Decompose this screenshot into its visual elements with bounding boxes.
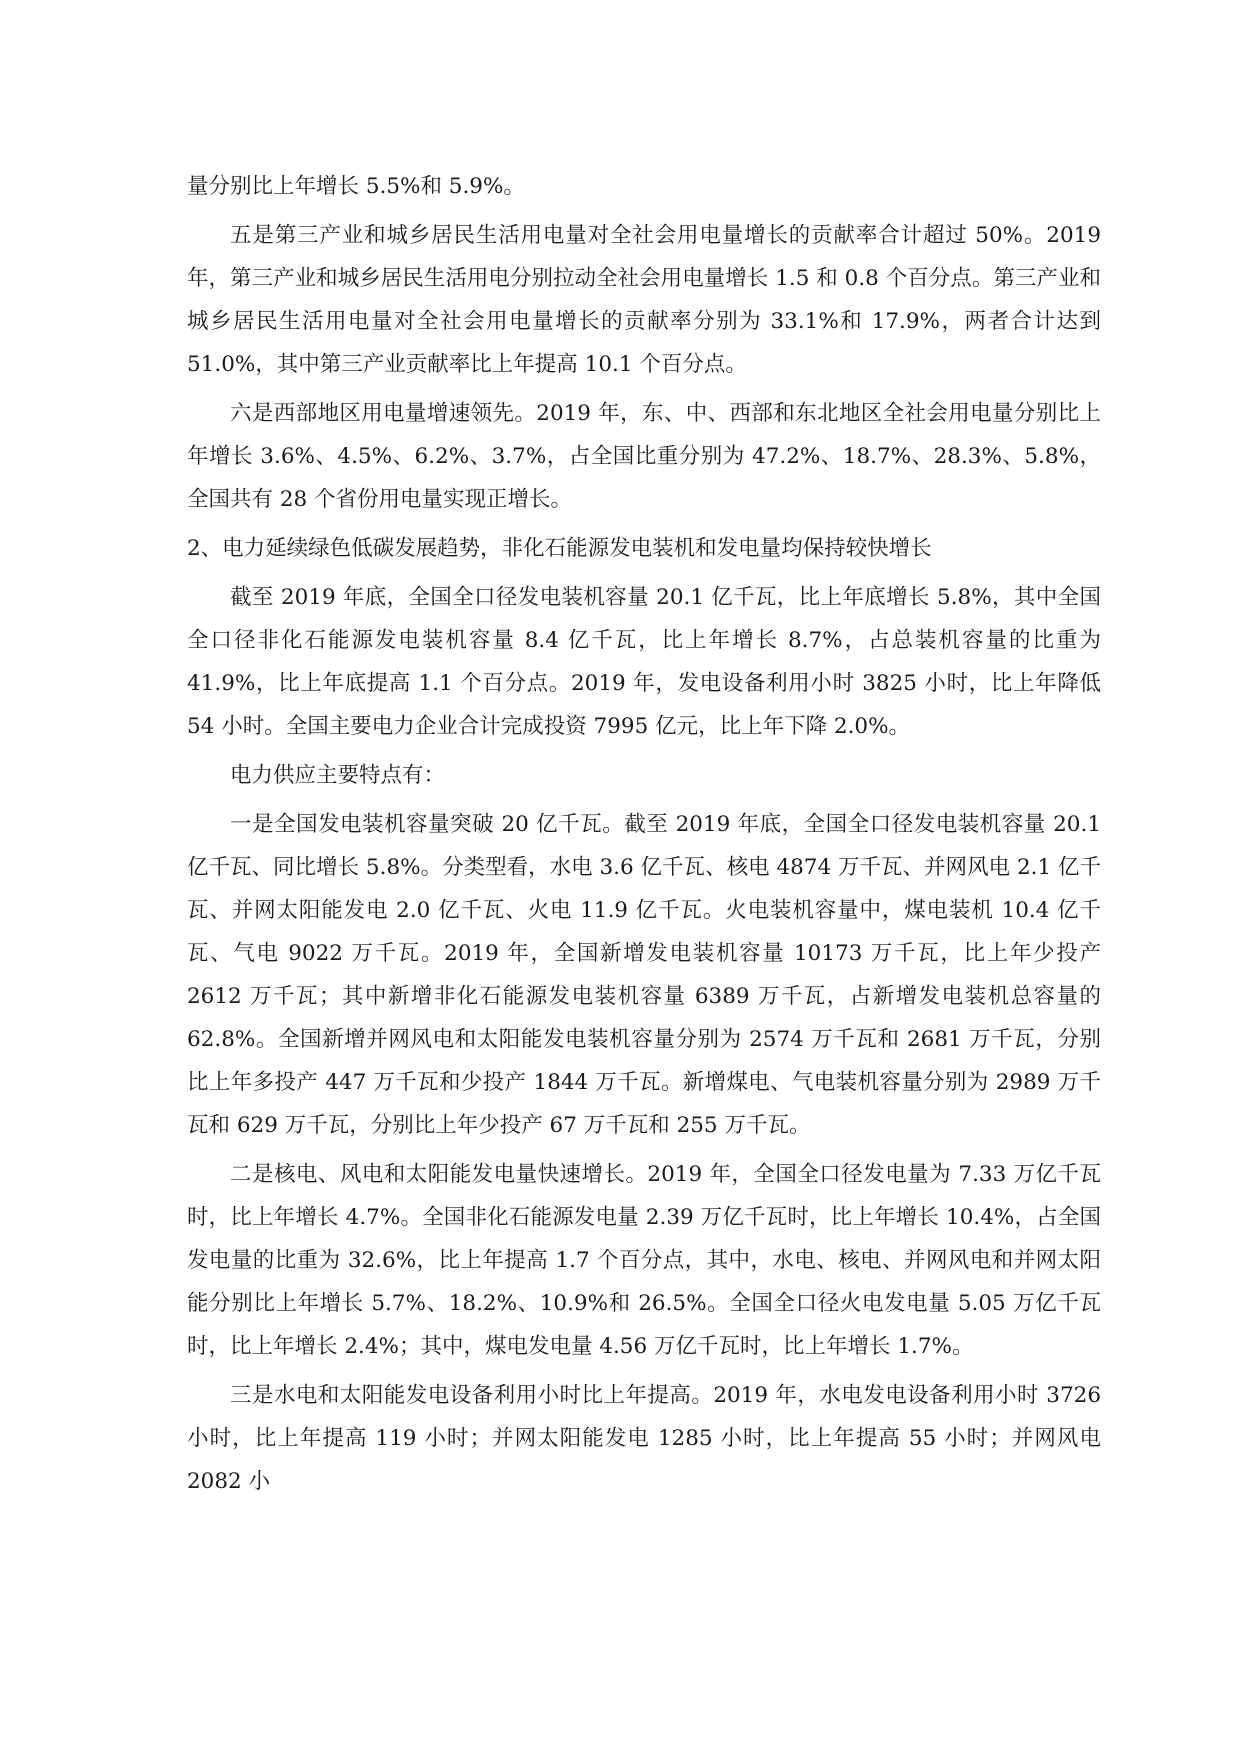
paragraph-generation-growth: 二是核电、风电和太阳能发电量快速增长。2019 年，全国全口径发电量为 7.33 万亿千瓦时，比上年增长 4.7%。全国非化石能源发电量 2.39 万亿千瓦时，比上年增长 10.4%，占全国发电量的比重为 32.6%，比上年提高 1.7 个百分点，其中，水电、核电、并网风电和并网太阳能分别比上年增长 5.7%、18.2%、10.9%和 26.5%。全国全口径火电发电量 5.05 万亿千瓦时，比上年增长 2.4%；其中，煤电发电量 4.56 万亿千瓦时，比上年增长 1.7%。 xyxy=(187,1162,1101,1359)
paragraph-utilization-hours: 三是水电和太阳能发电设备利用小时比上年提高。2019 年，水电发电设备利用小时 3726 小时，比上年提高 119 小时；并网太阳能发电 1285 小时，比上年提高 55 小时；并网风电 2082 小 xyxy=(187,1383,1101,1494)
paragraph-capacity-breakthrough: 一是全国发电装机容量突破 20 亿千瓦。截至 2019 年底，全国全口径发电装机容量 20.1 亿千瓦、同比增长 5.8%。分类型看，水电 3.6 亿千瓦、核电 4874 万千瓦、并网风电 2.1 亿千瓦、并网太阳能发电 2.0 亿千瓦、火电 11.9 亿千瓦。火电装机容量中，煤电装机 10.4 亿千瓦、气电 9022 万千瓦。2019 年，全国新增发电装机容量 10173 万千瓦，比上年少投产 2612 万千瓦；其中新增非化石能源发电装机容量 6389 万千瓦，占新增发电装机总容量的 62.8%。全国新增并网风电和太阳能发电装机容量分别为 2574 万千瓦和 2681 万千瓦，分别比上年多投产 447 万千瓦和少投产 1844 万千瓦。新增煤电、气电装机容量分别为 2989 万千瓦和 629 万千瓦，分别比上年少投产 67 万千瓦和 255 万千瓦。 xyxy=(187,812,1101,1138)
paragraph-western-region: 六是西部地区用电量增速领先。2019 年，东、中、西部和东北地区全社会用电量分别比上年增长 3.6%、4.5%、6.2%、3.7%，占全国比重分别为 47.2%、18.7%、28.3%、5.8%，全国共有 28 个省份用电量实现正增长。 xyxy=(187,401,1101,512)
paragraph-tertiary-industry: 五是第三产业和城乡居民生活用电量对全社会用电量增长的贡献率合计超过 50%。2019 年，第三产业和城乡居民生活用电分别拉动全社会用电量增长 1.5 和 0.8 个百分点。第三产业和城乡居民生活用电量对全社会用电量增长的贡献率分别为 33.1%和 17.9%，两者合计达到 51.0%，其中第三产业贡献率比上年提高 10.1 个百分点。 xyxy=(187,223,1101,377)
section-heading: 2、电力延续绿色低碳发展趋势，非化石能源发电装机和发电量均保持较快增长 xyxy=(187,536,932,561)
paragraph-installed-capacity: 截至 2019 年底，全国全口径发电装机容量 20.1 亿千瓦，比上年底增长 5.8%，其中全国全口径非化石能源发电装机容量 8.4 亿千瓦，比上年增长 8.7%，占总装机容量的比重为 41.9%，比上年底提高 1.1 个百分点。2019 年，发电设备利用小时 3825 小时，比上年降低 54 小时。全国主要电力企业合计完成投资 7995 亿元，比上年下降 2.0%。 xyxy=(187,585,1101,739)
document-body xyxy=(187,165,1101,1509)
paragraph-continuation: 量分别比上年增长 5.5%和 5.9%。 xyxy=(187,174,525,199)
paragraph-supply-features-intro: 电力供应主要特点有： xyxy=(230,763,446,788)
